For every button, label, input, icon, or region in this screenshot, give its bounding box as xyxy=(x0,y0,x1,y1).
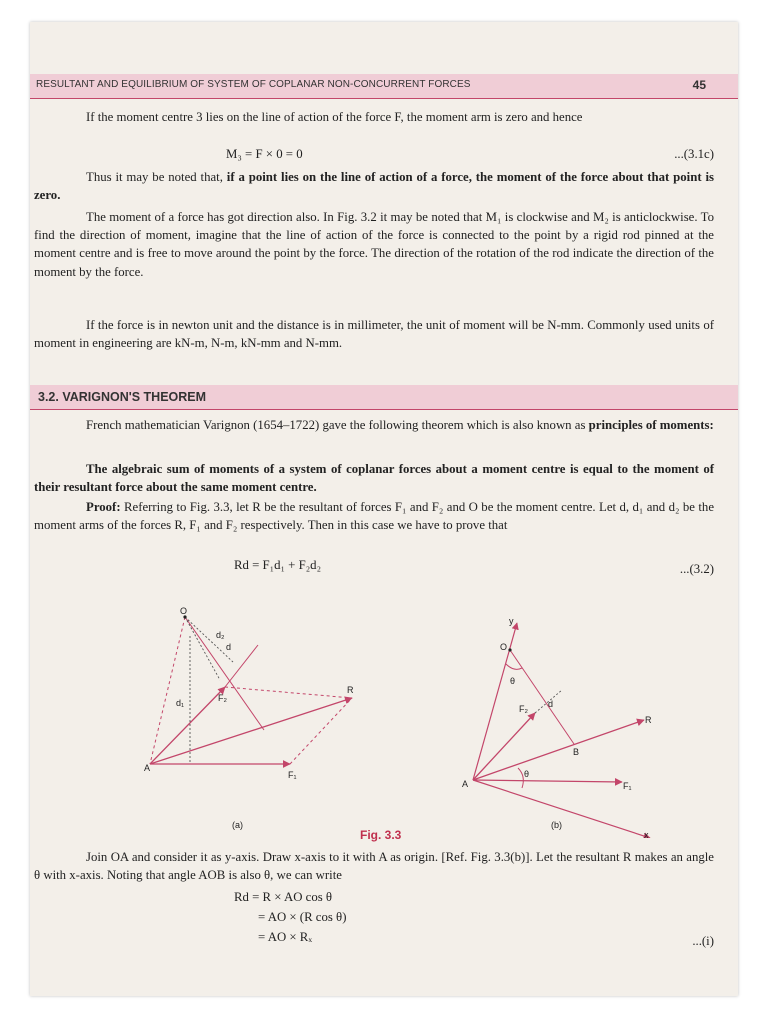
derivation-line-1: Rd = R × AO cos θ xyxy=(234,890,333,904)
paragraph-varignon-intro xyxy=(34,416,714,434)
textbook-page xyxy=(30,22,738,996)
page-number: 45 xyxy=(692,78,706,92)
label-f2-b: F₂ xyxy=(519,704,528,714)
force-f2-arrow xyxy=(150,687,225,764)
label-d2-a: d₂ xyxy=(216,630,225,640)
equation-3-1c: M₃ = F × 0 = 0 xyxy=(226,147,303,161)
arm-d-line xyxy=(185,617,264,730)
line-oa-dashed xyxy=(150,617,185,764)
section-heading: 3.2. VARIGNON'S THEOREM xyxy=(38,390,207,404)
proof-text: Referring to Fig. 3.3, let R be the resultant of forces F₁ and F₂ and O be the moment centre. Let d, d₁ and d₂ be the moment arms of the forces R, F₁ and F₂ respectively. Then in this case we have to prove that xyxy=(34,500,714,533)
label-y-axis: y xyxy=(509,616,514,626)
figure-3-3 xyxy=(130,588,690,838)
sublabel-b: (b) xyxy=(551,820,562,830)
derivation-number: ...(i) xyxy=(692,934,714,948)
label-theta-top: θ xyxy=(510,676,516,686)
theorem-statement: The algebraic sum of moments of a system of coplanar forces about a moment centre is equal to the moment of their resultant force about the same moment centre. xyxy=(34,462,714,495)
paragraph-point-on-line xyxy=(34,168,714,204)
paragraph-point-on-line-bold: if a point lies on the line of action of a force, the moment of the force about that point is zero. xyxy=(34,170,714,203)
equation-3-2: Rd = F₁d₁ + F₂d₂ xyxy=(234,558,322,572)
proof-label: Proof: xyxy=(86,500,121,514)
label-b: B xyxy=(573,747,580,757)
label-o-a: O xyxy=(180,606,188,616)
paragraph-join-oa: Join OA and consider it as y-axis. Draw x-axis to it with A as origin. [Ref. Fig. 3.3(b)]. Let the resultant R makes an angle θ with x-axis. Noting that angle AOB is also θ, we can write xyxy=(34,850,714,883)
equation-3-1c-number: ...(3.1c) xyxy=(674,147,714,161)
force-f1-arrow-b xyxy=(473,780,622,782)
derivation-line-3: = AO × Rₓ xyxy=(258,930,313,944)
figure-3-3a xyxy=(144,606,354,830)
label-r-a: R xyxy=(347,685,354,695)
label-o-b: O xyxy=(500,642,508,652)
paragraph-point-on-line-lead: Thus it may be noted that, xyxy=(86,170,227,184)
paragraph-moment-arm-zero: If the moment centre 3 lies on the line of action of the force F, the moment arm is zero and hence xyxy=(86,110,583,124)
running-header-title: RESULTANT AND EQUILIBRIUM OF SYSTEM OF COPLANAR NON-CONCURRENT FORCES xyxy=(36,79,471,90)
equation-3-2-number: ...(3.2) xyxy=(679,562,714,576)
sublabel-a: (a) xyxy=(232,820,243,830)
label-d-b: d xyxy=(548,699,554,709)
label-a-a: A xyxy=(144,763,151,773)
angle-theta-arc-bottom xyxy=(518,768,523,788)
label-a-b: A xyxy=(462,779,469,789)
label-d1-a: d₁ xyxy=(176,698,185,708)
label-d-a: d xyxy=(226,642,232,652)
figure-caption: Fig. 3.3 xyxy=(360,828,402,842)
point-o-b xyxy=(508,648,511,651)
label-x-axis: x xyxy=(644,830,649,838)
derivation-line-2: = AO × (R cos θ) xyxy=(258,910,347,924)
parallelogram-top-dashed xyxy=(225,687,352,698)
paragraph-proof xyxy=(34,498,714,534)
running-header xyxy=(30,74,738,99)
paragraph-moment-direction: The moment of a force has got direction also. In Fig. 3.2 it may be noted that M₁ is clockwise and M₂ is anticlockwise. To find the direction of moment, imagine that the line of action of the force is connected to the point by a rigid rod pinned at the moment centre and is free to move around the point by the force. The direction of the rotation of the rod indicate the direction of the moment by the force. xyxy=(34,210,714,279)
label-theta-bottom: θ xyxy=(524,769,530,779)
label-f1-a: F₁ xyxy=(288,770,297,780)
paragraph-varignon-intro-lead: French mathematician Varignon (1654–1722) gave the following theorem which is also known as xyxy=(86,418,589,432)
label-r-b: R xyxy=(645,715,652,725)
paragraph-varignon-intro-bold: principles of moments: xyxy=(588,418,714,432)
arm-d2-dashed xyxy=(185,617,233,662)
label-f2-a: F₂ xyxy=(218,693,227,703)
label-f1-b: F₁ xyxy=(623,781,632,791)
section-heading-band xyxy=(30,385,738,410)
paragraph-moment-units: If the force is in newton unit and the distance is in millimeter, the unit of moment will be N-mm. Commonly used units of moment in engineering are kN-m, N-m, kN-mm and N-mm. xyxy=(34,318,714,351)
figure-3-3b xyxy=(462,616,652,838)
resultant-r-arrow-b xyxy=(473,720,644,780)
